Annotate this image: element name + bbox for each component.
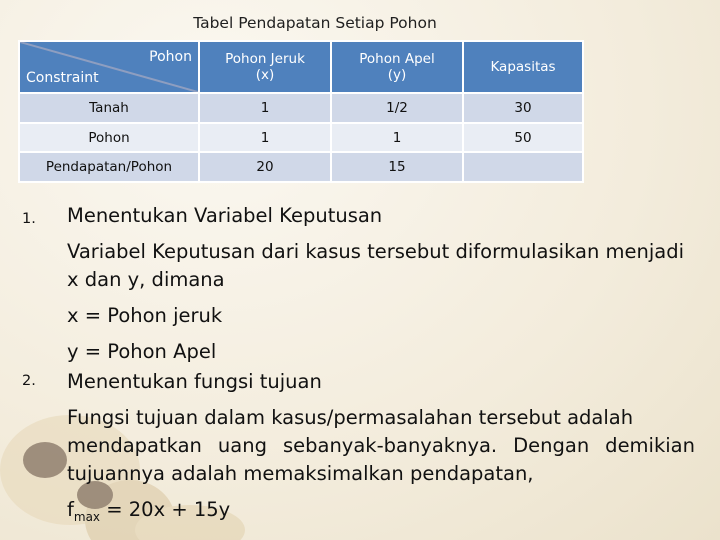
list-number: 2. [22, 373, 36, 389]
row-label: Pohon [19, 123, 199, 152]
table-row [19, 93, 583, 123]
variable-definition: y = Pohon Apel [67, 340, 217, 363]
corner-header-cell [19, 41, 199, 93]
row-label: Tanah [19, 93, 199, 123]
objective-function [67, 494, 230, 534]
list-heading: Menentukan fungsi tujuan [67, 370, 322, 393]
table-cell: 1/2 [331, 93, 463, 123]
header-cell: Pohon Jeruk (x) [199, 41, 331, 93]
income-table [18, 40, 584, 183]
variable-definition: x = Pohon jeruk [67, 304, 223, 327]
row-label: Pendapatan/Pohon [19, 152, 199, 182]
formula-subscript: max [73, 510, 101, 524]
table-cell: 20 [199, 152, 331, 182]
list-body-line: Fungsi tujuan dalam kasus/permasalahan tersebut adalah [67, 406, 634, 429]
table-cell: 1 [199, 93, 331, 123]
header-cell: Pohon Apel (y) [331, 41, 463, 93]
table-title: Tabel Pendapatan Setiap Pohon [193, 14, 437, 32]
header-cell: Kapasitas [463, 41, 583, 93]
formula-symbol: f [67, 498, 74, 521]
table-cell: 30 [463, 93, 583, 123]
corner-label-column: Pohon [149, 49, 192, 65]
table-cell: 1 [199, 123, 331, 152]
table-row [19, 123, 583, 152]
list-number: 1. [22, 211, 36, 227]
corner-label-row: Constraint [26, 70, 99, 86]
list-body-line: Variabel Keputusan dari kasus tersebut diformulasikan menjadi [67, 240, 685, 263]
table-cell: 50 [463, 123, 583, 152]
table-cell: 15 [331, 152, 463, 182]
table-header-row [19, 41, 583, 93]
table-row [19, 152, 583, 182]
table-cell [463, 152, 583, 182]
formula-expression: = 20x + 15y [100, 498, 231, 521]
list-body-line: tujuannya adalah memaksimalkan pendapatan, [67, 462, 534, 485]
table-cell: 1 [331, 123, 463, 152]
list-body-line: x dan y, dimana [67, 268, 225, 291]
list-heading: Menentukan Variabel Keputusan [67, 204, 383, 227]
list-body-line: mendapatkan uang sebanyak-banyaknya. Dengan demikian [67, 434, 695, 457]
